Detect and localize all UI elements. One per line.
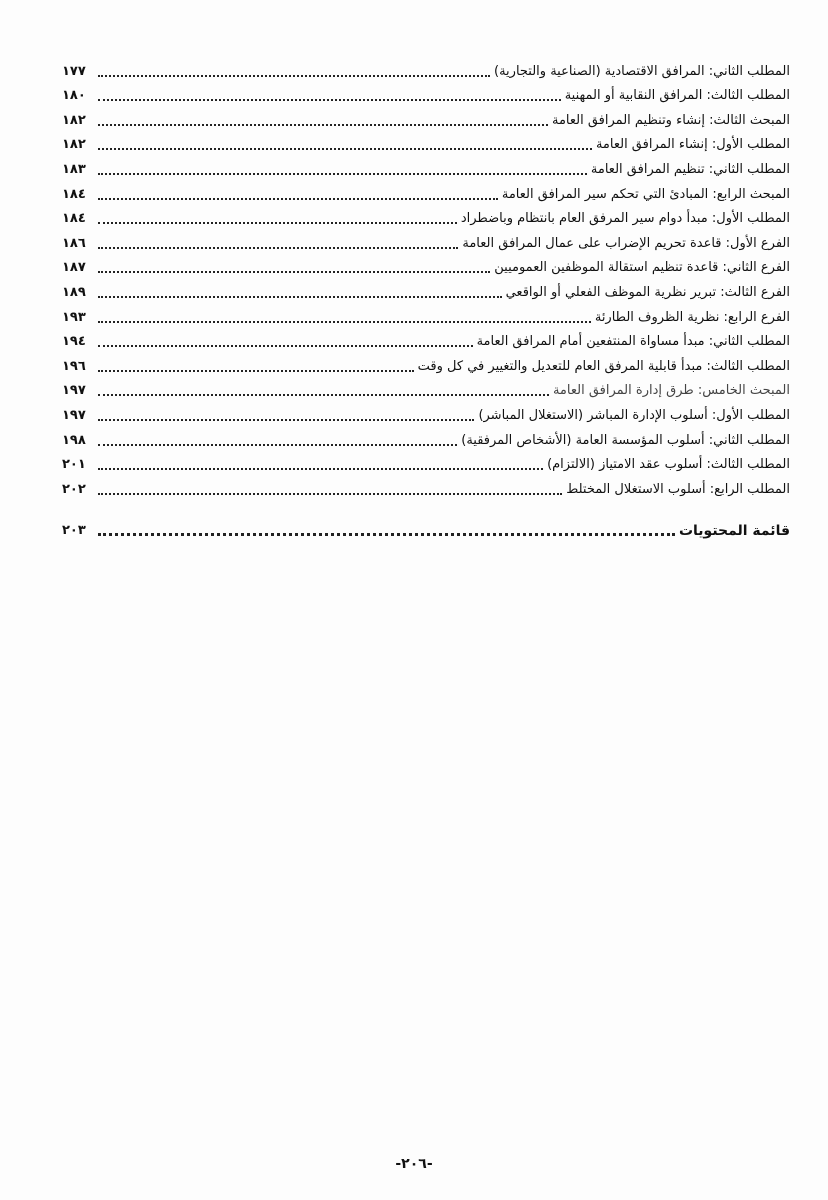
toc-entry [62, 105, 790, 130]
toc-entry-page: ١٨٤ [62, 186, 86, 202]
toc-entry-page: ١٨٢ [62, 137, 86, 153]
toc-dot-leader [98, 147, 592, 150]
toc-entry-title: المبحث الثالث: إنشاء وتنظيم المرافق العامة [551, 112, 790, 128]
toc-entry-title: المبحث الخامس: طرق إدارة المرافق العامة [552, 383, 790, 399]
toc-entry [62, 351, 790, 376]
toc-entry [62, 81, 790, 106]
toc-entry [62, 450, 790, 475]
toc-dot-leader [98, 418, 474, 421]
toc-entry-page: ١٩٨ [62, 432, 86, 448]
toc-entry-page: ١٩٧ [62, 383, 86, 399]
toc-entry [62, 425, 790, 450]
toc-dot-leader [98, 393, 549, 396]
toc-entry [62, 204, 790, 229]
toc-dot-leader [98, 270, 490, 273]
toc-entry-page: ٢٠١ [62, 457, 86, 473]
toc-entry [62, 474, 790, 499]
toc-entry-page: ١٩٤ [62, 334, 86, 350]
toc-entry [62, 130, 790, 155]
toc-dot-leader [98, 492, 562, 495]
toc-entry [62, 179, 790, 204]
toc-entry-page: ١٩٧ [62, 407, 86, 423]
toc-entry-title: المطلب الأول: إنشاء المرافق العامة [595, 137, 790, 153]
toc-dot-leader [98, 197, 498, 200]
toc-entry-page: ١٩٦ [62, 358, 86, 374]
toc-entry-page: ١٨٤ [62, 211, 86, 227]
toc-entry-page: ٢٠٣ [62, 523, 86, 539]
toc-dot-leader [98, 172, 587, 175]
toc-dot-leader [98, 532, 675, 536]
toc-entry-title: الفرع الثاني: قاعدة تنظيم استقالة الموظفين العموميين [494, 260, 790, 276]
toc-entry-title: المطلب الثالث: المرافق النقابية أو المهنية [564, 88, 790, 104]
toc-entry-page: ١٨٩ [62, 284, 86, 300]
toc-entry [62, 228, 790, 253]
toc-dot-leader [98, 320, 591, 323]
toc-entry [62, 253, 790, 278]
toc-entry [62, 277, 790, 302]
page-number: -٢٠٦- [395, 1156, 433, 1172]
toc-dot-leader [98, 344, 473, 347]
toc-entry-page: ١٨٦ [62, 235, 86, 251]
toc-dot-leader [98, 443, 457, 446]
toc-entry-title: المطلب الأول: أسلوب الإدارة المباشر (الاستغلال المباشر) [478, 407, 790, 423]
toc-entry-title: المطلب الرابع: أسلوب الاستغلال المختلط [566, 481, 790, 497]
toc-entry-page: ١٩٣ [62, 309, 86, 325]
toc-entries [62, 56, 790, 499]
toc-entry-page: ٢٠٢ [62, 481, 86, 497]
toc-entry-title: المبحث الرابع: المبادئ التي تحكم سير المرافق العامة [501, 186, 790, 202]
toc-entry [62, 400, 790, 425]
toc-dot-leader [98, 221, 457, 224]
toc-entry-title: المطلب الثالث: أسلوب عقد الامتياز (الالتزام) [547, 457, 790, 473]
toc-entry [62, 376, 790, 401]
toc-entry-title: المطلب الثالث: مبدأ قابلية المرفق العام للتعديل والتغيير في كل وقت [417, 358, 790, 374]
toc-entry [62, 302, 790, 327]
toc-entry-title: المطلب الثاني: المرافق الاقتصادية (الصناعية والتجارية) [494, 63, 790, 79]
toc-entry [62, 56, 790, 81]
toc-entry-page: ١٨٧ [62, 260, 86, 276]
toc-entry-title: المطلب الثاني: أسلوب المؤسسة العامة (الأشخاص المرفقية) [461, 432, 790, 448]
toc-entry-page: ١٨٣ [62, 161, 86, 177]
toc-entry [62, 154, 790, 179]
toc-entry-page: ١٨٠ [62, 88, 86, 104]
toc-entry-title: قائمة المحتويات [678, 523, 790, 540]
toc-entry [62, 327, 790, 352]
toc-entry-title: المطلب الثاني: تنظيم المرافق العامة [590, 161, 790, 177]
toc-dot-leader [98, 246, 458, 249]
toc-entry-title: المطلب الأول: مبدأ دوام سير المرفق العام بانتظام وباضطراد [460, 211, 790, 227]
toc-dot-leader [98, 123, 548, 126]
toc-dot-leader [98, 74, 490, 77]
toc-entry-title: المطلب الثاني: مبدأ مساواة المنتفعين أمام المرافق العامة [476, 334, 790, 350]
toc-dot-leader [98, 98, 561, 101]
table-of-contents [62, 56, 790, 540]
toc-entry-title: الفرع الرابع: نظرية الظروف الطارئة [594, 309, 790, 325]
toc-entry-title: الفرع الأول: قاعدة تحريم الإضراب على عمال المرافق العامة [462, 235, 790, 251]
toc-dot-leader [98, 369, 414, 372]
toc-entry-page: ١٧٧ [62, 63, 86, 79]
toc-dot-leader [98, 467, 543, 470]
toc-entry-contents-list [62, 516, 790, 541]
toc-dot-leader [98, 295, 502, 298]
toc-entry-page: ١٨٢ [62, 112, 86, 128]
toc-entry-title: الفرع الثالث: تبرير نظرية الموظف الفعلي أو الواقعي [505, 284, 790, 300]
